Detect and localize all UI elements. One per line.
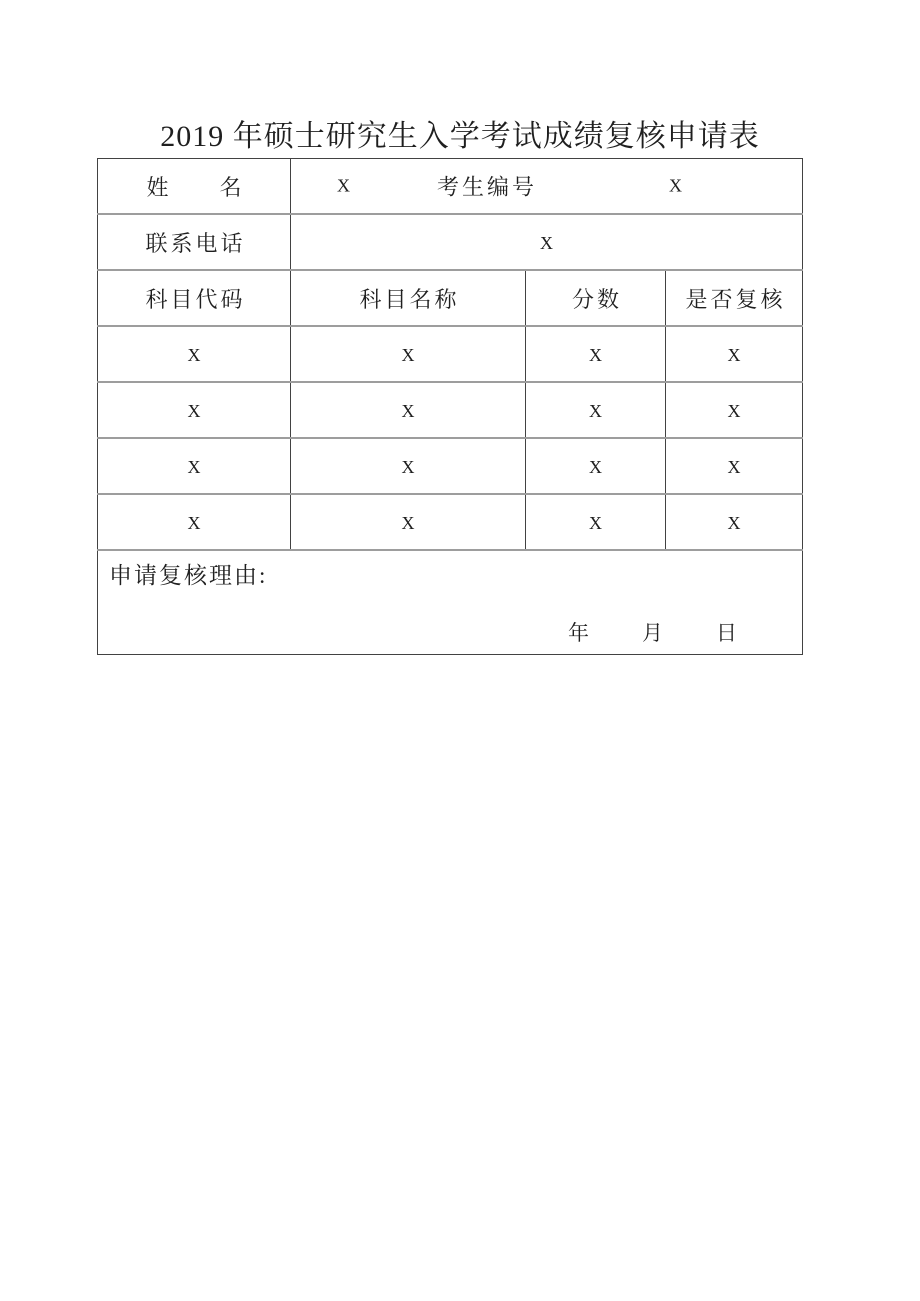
cell-value: X	[727, 345, 741, 365]
subject-row	[98, 438, 803, 494]
header-subject-name-label: 科目名称	[359, 286, 460, 312]
reason-cell	[98, 550, 803, 655]
phone-label: 联系电话	[145, 230, 246, 256]
header-review-label: 是否复核	[685, 286, 786, 312]
phone-label-cell	[98, 214, 291, 270]
name-candidate-content	[291, 159, 802, 213]
header-review	[666, 270, 803, 326]
cell-subject-code	[98, 438, 291, 494]
date-day-label: 日	[716, 621, 737, 645]
phone-value: X	[540, 233, 553, 253]
header-score	[526, 270, 666, 326]
cell-value: X	[589, 457, 602, 477]
header-subject-name	[291, 270, 526, 326]
reason-row	[98, 550, 803, 655]
cell-value: X	[187, 345, 201, 365]
page-title: 2019 年硕士研究生入学考试成绩复核申请表	[160, 120, 760, 153]
name-candidate-cell	[291, 159, 803, 215]
cell-value: X	[401, 345, 415, 365]
cell-value: X	[589, 401, 602, 421]
score-review-table	[97, 158, 803, 655]
subject-row	[98, 382, 803, 438]
cell-score	[526, 326, 666, 382]
cell-score	[526, 438, 666, 494]
cell-subject-code	[98, 382, 291, 438]
name-label: 姓名	[146, 174, 293, 200]
cell-review	[666, 438, 803, 494]
candidate-no-label: 考生编号	[437, 174, 538, 200]
cell-value: X	[727, 457, 741, 477]
reason-content	[98, 551, 802, 654]
header-subject-code	[98, 270, 291, 326]
cell-score	[526, 382, 666, 438]
cell-value: X	[401, 401, 415, 421]
reason-label: 申请复核理由:	[109, 563, 268, 588]
cell-review	[666, 494, 803, 550]
cell-value: X	[589, 513, 602, 533]
date-month-label: 月	[642, 621, 663, 645]
cell-value: X	[401, 457, 415, 477]
cell-review	[666, 326, 803, 382]
cell-score	[526, 494, 666, 550]
header-subject-code-label: 科目代码	[145, 286, 246, 312]
header-score-label: 分数	[571, 286, 622, 312]
cell-subject-name	[291, 494, 526, 550]
cell-value: X	[727, 513, 741, 533]
cell-value: X	[401, 513, 415, 533]
cell-value: X	[727, 401, 741, 421]
date-line	[568, 617, 737, 647]
cell-value: X	[589, 345, 602, 365]
cell-subject-code	[98, 326, 291, 382]
row-name-candidate	[98, 159, 803, 215]
subject-row	[98, 326, 803, 382]
phone-value-cell	[291, 214, 803, 270]
cell-value: X	[187, 401, 201, 421]
cell-subject-name	[291, 438, 526, 494]
cell-subject-code	[98, 494, 291, 550]
subject-row	[98, 494, 803, 550]
cell-review	[666, 382, 803, 438]
cell-value: X	[187, 457, 201, 477]
name-value: X	[337, 175, 350, 196]
date-year-label: 年	[568, 621, 589, 645]
cell-subject-name	[291, 382, 526, 438]
name-label-cell	[98, 159, 291, 215]
cell-subject-name	[291, 326, 526, 382]
row-phone	[98, 214, 803, 270]
subject-header-row	[98, 270, 803, 326]
candidate-no-value: X	[669, 175, 682, 196]
cell-value: X	[187, 513, 201, 533]
